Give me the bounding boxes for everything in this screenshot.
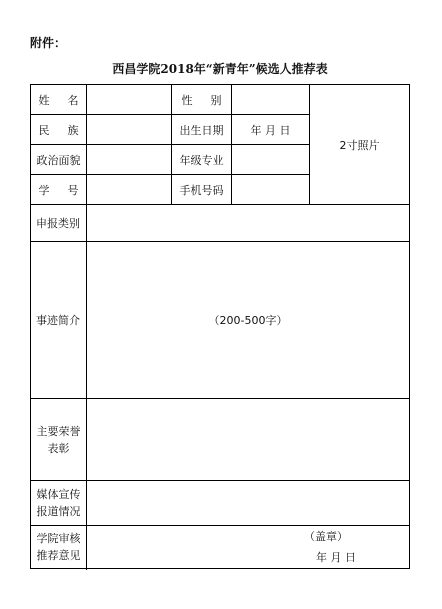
honors-label: [31, 399, 86, 480]
honors-label-line1: 主要荣誉: [36, 424, 81, 438]
birthdate-field[interactable]: 年 月 日: [250, 123, 291, 137]
political-status-label: 政治面貌: [36, 153, 81, 167]
deeds-field[interactable]: （200-500字）: [208, 314, 288, 327]
nomination-form-table: [30, 84, 410, 569]
media-field[interactable]: [87, 481, 409, 525]
phone-field[interactable]: [232, 175, 309, 204]
honors-label-line2: 表彰: [47, 441, 70, 455]
attachment-label: 附件：: [30, 36, 67, 50]
birthdate-label: 出生日期: [179, 123, 224, 137]
form-title: 西昌学院2018年“新青年”候选人推荐表: [112, 62, 328, 76]
media-label-line1: 媒体宣传: [36, 488, 81, 501]
student-id-field[interactable]: [87, 175, 171, 204]
name-label: 姓名: [38, 93, 97, 107]
ethnicity-label: 民族: [38, 123, 97, 137]
seal-text: （盖章）: [304, 530, 348, 543]
media-label: [31, 481, 86, 525]
date-text: 年 月 日: [316, 551, 356, 564]
name-field[interactable]: [87, 85, 171, 114]
grade-major-field[interactable]: [232, 145, 309, 174]
student-id-label: 学号: [38, 183, 97, 197]
ethnicity-field[interactable]: [87, 115, 171, 144]
deeds-label: 事迹简介: [36, 314, 80, 327]
photo-placeholder[interactable]: 2寸照片: [339, 138, 380, 152]
phone-label: 手机号码: [179, 183, 224, 197]
grade-major-label: 年级专业: [179, 153, 224, 167]
college-review-label: [31, 526, 86, 568]
category-field[interactable]: [87, 205, 409, 241]
gender-field[interactable]: [232, 85, 309, 114]
category-label: 申报类别: [36, 217, 80, 230]
college-label-line2: 推荐意见: [36, 549, 81, 562]
honors-field[interactable]: [87, 399, 409, 480]
college-label-line1: 学院审核: [36, 532, 81, 545]
media-label-line2: 报道情况: [36, 505, 81, 518]
political-status-field[interactable]: [87, 145, 171, 174]
gender-label: 性别: [181, 93, 240, 107]
